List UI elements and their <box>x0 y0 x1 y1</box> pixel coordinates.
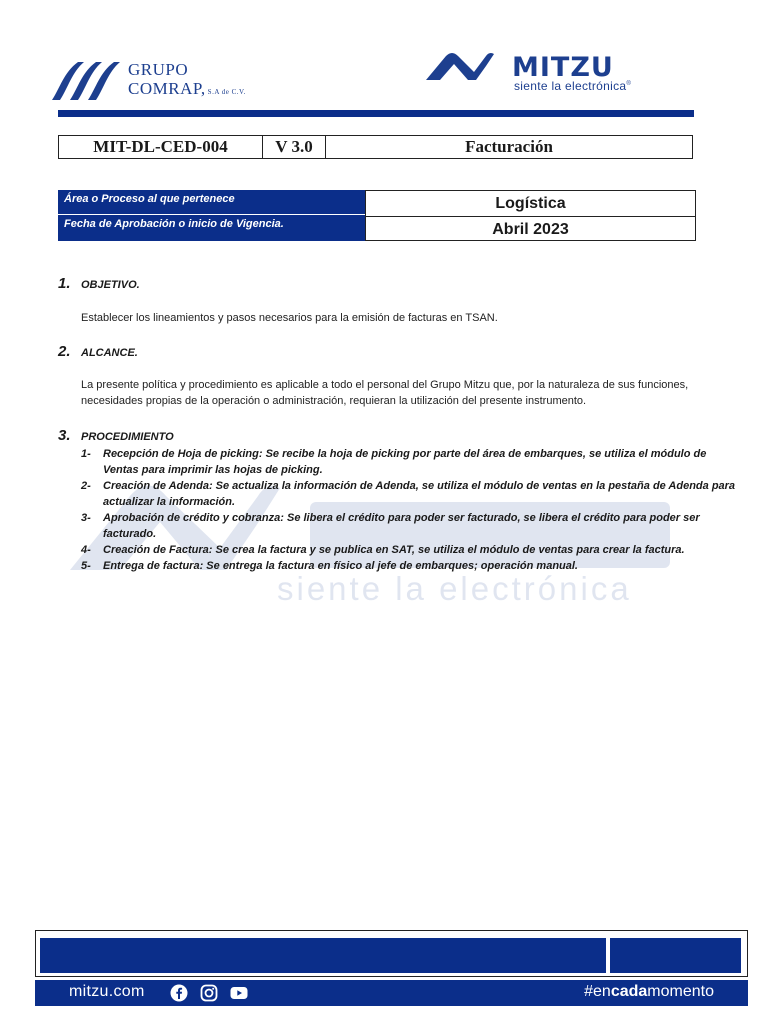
hashtag-pre: #en <box>584 983 611 1000</box>
doc-version: V 3.0 <box>263 136 326 158</box>
header-rule <box>58 110 694 117</box>
step-text: Creación de Factura: Se crea la factura y se publica en SAT, se utiliza el módulo de ventas para crear la factura. <box>103 544 685 556</box>
footer-band <box>35 980 748 1006</box>
section-objetivo-text: Establecer los lineamientos y pasos necesarios para la emisión de facturas en TSAN. <box>81 312 498 324</box>
doc-title: Facturación <box>465 137 553 156</box>
step-number: 2- <box>81 480 91 492</box>
info-values <box>365 190 696 241</box>
mitzu-reg-mark: ® <box>626 81 632 87</box>
comrap-line1: GRUPO <box>128 60 189 79</box>
info-labels <box>58 190 365 241</box>
section-objetivo-heading <box>58 275 140 292</box>
step-number: 1- <box>81 448 91 460</box>
instagram-icon[interactable] <box>200 984 218 1002</box>
step-number: 4- <box>81 544 91 556</box>
section-alcance-text: La presente política y procedimiento es aplicable a todo el personal del Grupo Mitzu que, por la naturaleza de sus funciones, necesidades propias de la operación o administración, requieran la utilización del presente instrumento. <box>81 379 689 407</box>
section-title: PROCEDIMIENTO <box>81 431 174 443</box>
list-item <box>81 446 743 478</box>
footer-hashtag <box>584 983 714 1001</box>
facebook-icon[interactable] <box>170 984 188 1002</box>
hashtag-bold: cada <box>610 983 648 1000</box>
mitzu-tagline: siente la electrónica <box>514 79 627 93</box>
comrap-stripes-icon <box>50 58 126 102</box>
watermark-tagline: siente la electrónica <box>277 570 632 607</box>
step-number: 5- <box>81 560 91 572</box>
info-table <box>58 190 696 241</box>
area-value: Logística <box>366 191 695 217</box>
footer-site-link[interactable]: mitzu.com <box>69 983 145 1000</box>
mitzu-logo <box>424 52 690 94</box>
section-alcance-heading <box>58 343 138 360</box>
doc-code-table <box>58 135 693 159</box>
hashtag-post: momento <box>647 983 714 1000</box>
section-number: 3. <box>58 427 71 444</box>
section-number: 2. <box>58 343 71 360</box>
section-procedimiento-heading <box>58 427 174 444</box>
step-number: 3- <box>81 512 91 524</box>
comrap-logo <box>50 58 250 104</box>
comrap-suffix: S.A de C.V. <box>207 88 246 96</box>
list-item <box>81 558 743 574</box>
section-title: OBJETIVO. <box>81 279 140 291</box>
list-item <box>81 542 743 558</box>
footer-bar-right <box>610 938 741 973</box>
section-number: 1. <box>58 275 71 292</box>
procedure-steps <box>81 446 743 574</box>
comrap-wordmark <box>128 60 246 102</box>
list-item <box>81 478 743 510</box>
date-value: Abril 2023 <box>492 220 569 238</box>
step-text: Creación de Adenda: Se actualiza la información de Adenda, se utiliza el módulo de ventas en la pestaña de Adenda para actualizar la información. <box>103 480 736 508</box>
mitzu-wordmark <box>424 52 690 80</box>
area-label: Área o Proceso al que pertenece <box>58 190 365 215</box>
date-label: Fecha de Aprobación o inicio de Vigencia. <box>64 218 284 230</box>
mitzu-word-text: MITZU <box>512 52 614 80</box>
section-title: ALCANCE. <box>81 347 138 359</box>
step-text: Recepción de Hoja de picking: Se recibe la hoja de picking por parte del área de embarques, se utiliza el módulo de Ventas para imprimir las hojas de picking. <box>103 448 707 476</box>
list-item <box>81 510 743 542</box>
doc-code: MIT-DL-CED-004 <box>59 136 263 158</box>
social-icons <box>170 984 248 1002</box>
comrap-line2: COMRAP, <box>128 79 206 98</box>
footer-bar <box>40 938 606 973</box>
youtube-icon[interactable] <box>230 984 248 1002</box>
step-text: Entrega de factura: Se entrega la factura en físico al jefe de embarques; operación manual. <box>103 560 578 572</box>
step-text: Aprobación de crédito y cobranza: Se libera el crédito para poder ser facturado, se libera el crédito para poder ser facturado. <box>103 512 700 540</box>
